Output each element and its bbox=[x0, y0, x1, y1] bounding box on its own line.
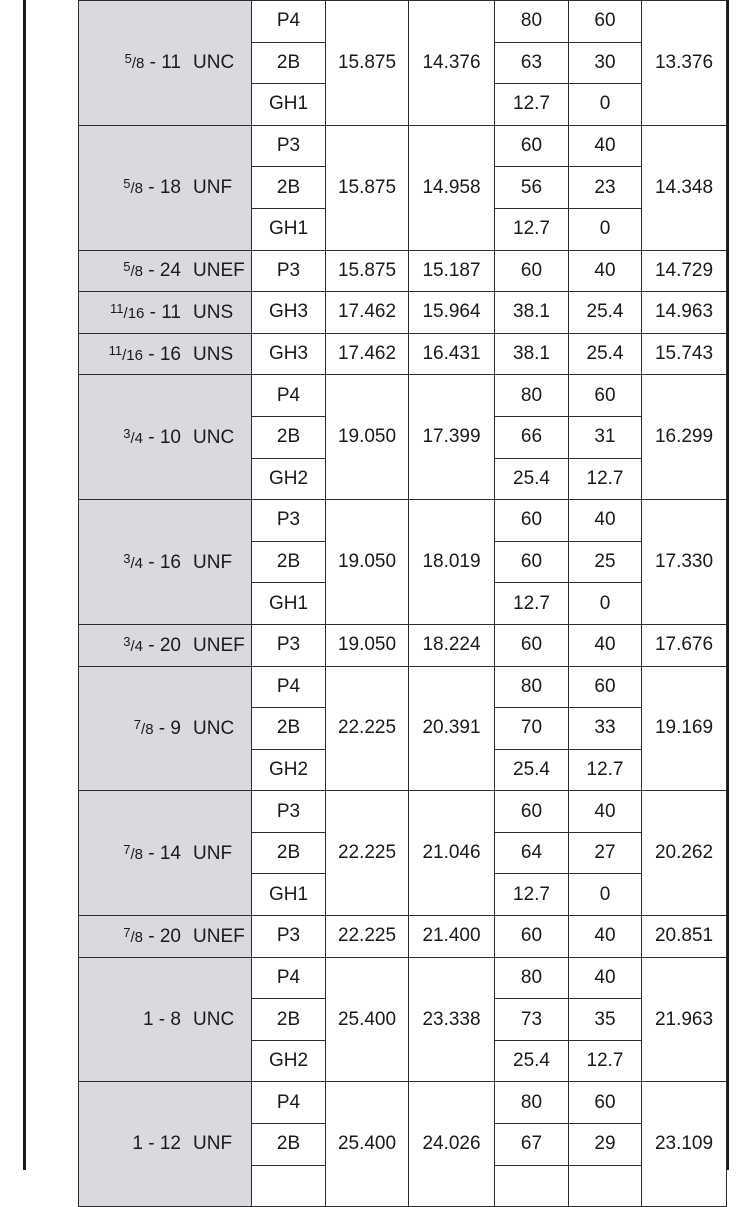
size-denominator: 16 bbox=[126, 346, 143, 364]
class-cell bbox=[252, 1165, 326, 1207]
value-a-cell: 67 bbox=[495, 1124, 569, 1166]
major-diameter-cell: 15.875 bbox=[326, 125, 409, 250]
size-dash: - bbox=[142, 925, 160, 947]
thread-size bbox=[79, 717, 181, 740]
thread-size bbox=[79, 176, 181, 199]
value-b-cell: 29 bbox=[569, 1124, 642, 1166]
value-a-cell: 25.4 bbox=[495, 458, 569, 500]
thread-size-cell bbox=[79, 1, 252, 126]
minor-diameter-cell: 15.743 bbox=[642, 333, 727, 375]
value-a-cell: 60 bbox=[495, 791, 569, 833]
threads-per-inch: 10 bbox=[159, 426, 181, 448]
class-cell: GH1 bbox=[252, 583, 326, 625]
value-a-cell: 12.7 bbox=[495, 84, 569, 126]
major-diameter-cell: 17.462 bbox=[326, 333, 409, 375]
size-dash: - bbox=[142, 1133, 160, 1155]
value-a-cell: 12.7 bbox=[495, 208, 569, 250]
value-a-cell: 73 bbox=[495, 999, 569, 1041]
value-a-cell: 56 bbox=[495, 167, 569, 209]
value-b-cell bbox=[569, 1165, 642, 1207]
value-b-cell: 0 bbox=[569, 874, 642, 916]
class-cell: 2B bbox=[252, 416, 326, 458]
size-denominator: 8 bbox=[136, 55, 145, 73]
size-whole: 1 bbox=[142, 1008, 154, 1030]
thread-series: UNC bbox=[193, 1008, 235, 1030]
thread-size-cell bbox=[79, 957, 252, 1082]
value-b-cell: 0 bbox=[569, 208, 642, 250]
size-dash: - bbox=[144, 52, 162, 74]
table-row bbox=[79, 1, 727, 43]
class-cell: GH2 bbox=[252, 749, 326, 791]
value-a-cell: 38.1 bbox=[495, 333, 569, 375]
value-a-cell: 64 bbox=[495, 832, 569, 874]
minor-diameter-cell: 19.169 bbox=[642, 666, 727, 791]
class-cell: P4 bbox=[252, 1082, 326, 1124]
size-slash: / bbox=[130, 263, 135, 281]
thread-series: UNF bbox=[193, 551, 233, 573]
major-diameter-cell: 15.875 bbox=[326, 250, 409, 292]
minor-diameter-cell: 13.376 bbox=[642, 1, 727, 126]
thread-size bbox=[79, 51, 181, 74]
table-row bbox=[79, 333, 727, 375]
value-a-cell: 25.4 bbox=[495, 749, 569, 791]
thread-size bbox=[79, 842, 181, 865]
value-b-cell: 40 bbox=[569, 791, 642, 833]
minor-diameter-cell: 14.729 bbox=[642, 250, 727, 292]
value-a-cell: 80 bbox=[495, 666, 569, 708]
table-row bbox=[79, 791, 727, 833]
value-b-cell: 31 bbox=[569, 416, 642, 458]
size-denominator: 8 bbox=[134, 263, 143, 281]
size-dash: - bbox=[142, 551, 160, 573]
value-b-cell: 40 bbox=[569, 916, 642, 958]
value-b-cell: 12.7 bbox=[569, 1040, 642, 1082]
size-numerator: 5 bbox=[124, 51, 132, 67]
size-denominator: 8 bbox=[134, 928, 143, 946]
value-a-cell: 80 bbox=[495, 957, 569, 999]
value-b-cell: 0 bbox=[569, 583, 642, 625]
pitch-diameter-cell: 14.376 bbox=[409, 1, 495, 126]
size-denominator: 4 bbox=[134, 429, 143, 447]
size-denominator: 8 bbox=[134, 180, 143, 198]
class-cell: GH2 bbox=[252, 458, 326, 500]
class-cell: GH1 bbox=[252, 208, 326, 250]
pitch-diameter-cell: 20.391 bbox=[409, 666, 495, 791]
thread-size bbox=[79, 426, 181, 449]
major-diameter-cell: 22.225 bbox=[326, 916, 409, 958]
size-denominator: 8 bbox=[145, 720, 154, 738]
size-numerator: 7 bbox=[133, 716, 142, 732]
size-slash: / bbox=[122, 346, 127, 364]
value-a-cell: 60 bbox=[495, 541, 569, 583]
major-diameter-cell: 19.050 bbox=[326, 500, 409, 625]
class-cell: GH2 bbox=[252, 1040, 326, 1082]
thread-size bbox=[79, 551, 181, 574]
value-b-cell: 40 bbox=[569, 624, 642, 666]
value-b-cell: 35 bbox=[569, 999, 642, 1041]
size-numerator: 3 bbox=[123, 425, 131, 441]
size-slash: / bbox=[141, 720, 146, 738]
size-denominator: 8 bbox=[134, 845, 143, 863]
value-b-cell: 23 bbox=[569, 167, 642, 209]
class-cell: P3 bbox=[252, 791, 326, 833]
class-cell: P4 bbox=[252, 666, 326, 708]
major-diameter-cell: 19.050 bbox=[326, 375, 409, 500]
class-cell: 2B bbox=[252, 541, 326, 583]
size-slash: / bbox=[130, 429, 135, 447]
pitch-diameter-cell: 14.958 bbox=[409, 125, 495, 250]
value-a-cell: 60 bbox=[495, 916, 569, 958]
size-denominator: 4 bbox=[134, 637, 143, 655]
thread-size-cell bbox=[79, 292, 252, 334]
pitch-diameter-cell: 21.046 bbox=[409, 791, 495, 916]
size-dash: - bbox=[142, 426, 160, 448]
threads-per-inch: 8 bbox=[170, 1008, 181, 1030]
value-b-cell: 12.7 bbox=[569, 749, 642, 791]
class-cell: 2B bbox=[252, 1124, 326, 1166]
size-slash: / bbox=[130, 180, 135, 198]
minor-diameter-cell: 17.330 bbox=[642, 500, 727, 625]
thread-series: UNS bbox=[193, 301, 234, 323]
major-diameter-cell: 17.462 bbox=[326, 292, 409, 334]
threads-per-inch: 12 bbox=[159, 1133, 181, 1155]
class-cell: GH3 bbox=[252, 333, 326, 375]
threads-per-inch: 16 bbox=[159, 343, 181, 365]
size-numerator: 3 bbox=[123, 633, 131, 649]
pitch-diameter-cell: 18.019 bbox=[409, 500, 495, 625]
minor-diameter-cell: 23.109 bbox=[642, 1082, 727, 1207]
value-b-cell: 60 bbox=[569, 1082, 642, 1124]
thread-size-cell bbox=[79, 1082, 252, 1207]
thread-size-cell bbox=[79, 125, 252, 250]
size-slash: / bbox=[123, 304, 128, 322]
class-cell: GH3 bbox=[252, 292, 326, 334]
class-cell: 2B bbox=[252, 42, 326, 84]
value-a-cell: 60 bbox=[495, 125, 569, 167]
size-slash: / bbox=[131, 55, 137, 73]
major-diameter-cell: 15.875 bbox=[326, 1, 409, 126]
class-cell: P3 bbox=[252, 916, 326, 958]
size-whole: 1 bbox=[132, 1133, 143, 1155]
size-dash: - bbox=[144, 301, 162, 323]
table-row bbox=[79, 916, 727, 958]
class-cell: P4 bbox=[252, 375, 326, 417]
table-row bbox=[79, 292, 727, 334]
threads-per-inch: 20 bbox=[159, 925, 181, 947]
value-b-cell: 60 bbox=[569, 375, 642, 417]
thread-size-cell bbox=[79, 250, 252, 292]
size-slash: / bbox=[130, 554, 135, 572]
thread-series: UNS bbox=[193, 343, 234, 365]
value-b-cell: 40 bbox=[569, 250, 642, 292]
value-a-cell: 66 bbox=[495, 416, 569, 458]
class-cell: GH1 bbox=[252, 874, 326, 916]
thread-size-cell bbox=[79, 666, 252, 791]
class-cell: P3 bbox=[252, 250, 326, 292]
pitch-diameter-cell: 15.964 bbox=[409, 292, 495, 334]
minor-diameter-cell: 20.262 bbox=[642, 791, 727, 916]
thread-series: UNF bbox=[193, 1133, 233, 1155]
table-row bbox=[79, 666, 727, 708]
thread-spec-body bbox=[79, 1, 727, 1207]
value-b-cell: 25 bbox=[569, 541, 642, 583]
size-numerator: 11 bbox=[108, 342, 123, 358]
size-dash: - bbox=[142, 343, 160, 365]
value-a-cell: 70 bbox=[495, 708, 569, 750]
thread-spec-table bbox=[78, 0, 727, 1207]
thread-size-cell bbox=[79, 624, 252, 666]
size-dash: - bbox=[142, 177, 160, 199]
size-slash: / bbox=[130, 637, 135, 655]
class-cell: P4 bbox=[252, 957, 326, 999]
thread-size bbox=[79, 343, 181, 366]
pitch-diameter-cell: 15.187 bbox=[409, 250, 495, 292]
class-cell: GH1 bbox=[252, 84, 326, 126]
thread-size bbox=[79, 925, 181, 948]
value-a-cell: 80 bbox=[495, 1082, 569, 1124]
value-a-cell: 60 bbox=[495, 250, 569, 292]
thread-size bbox=[79, 1009, 181, 1031]
minor-diameter-cell: 16.299 bbox=[642, 375, 727, 500]
value-b-cell: 60 bbox=[569, 1, 642, 43]
size-dash: - bbox=[142, 260, 160, 282]
thread-size bbox=[79, 634, 181, 657]
threads-per-inch: 20 bbox=[159, 634, 181, 656]
size-dash: - bbox=[142, 842, 160, 864]
class-cell: 2B bbox=[252, 167, 326, 209]
major-diameter-cell: 22.225 bbox=[326, 666, 409, 791]
minor-diameter-cell: 21.963 bbox=[642, 957, 727, 1082]
size-dash: - bbox=[153, 1008, 171, 1030]
value-a-cell bbox=[495, 1165, 569, 1207]
thread-size-cell bbox=[79, 333, 252, 375]
size-denominator: 16 bbox=[127, 304, 145, 322]
thread-size-cell bbox=[79, 791, 252, 916]
table-row bbox=[79, 500, 727, 542]
table-row bbox=[79, 375, 727, 417]
minor-diameter-cell: 17.676 bbox=[642, 624, 727, 666]
pitch-diameter-cell: 18.224 bbox=[409, 624, 495, 666]
size-slash: / bbox=[130, 845, 135, 863]
major-diameter-cell: 19.050 bbox=[326, 624, 409, 666]
thread-series: UNC bbox=[193, 717, 235, 739]
thread-series: UNEF bbox=[193, 634, 245, 656]
value-a-cell: 60 bbox=[495, 624, 569, 666]
value-b-cell: 0 bbox=[569, 84, 642, 126]
table-row bbox=[79, 1082, 727, 1124]
size-slash: / bbox=[130, 928, 135, 946]
thread-series: UNC bbox=[193, 52, 235, 74]
value-b-cell: 40 bbox=[569, 957, 642, 999]
value-a-cell: 63 bbox=[495, 42, 569, 84]
class-cell: P3 bbox=[252, 624, 326, 666]
thread-series: UNF bbox=[193, 177, 233, 199]
minor-diameter-cell: 20.851 bbox=[642, 916, 727, 958]
class-cell: P3 bbox=[252, 500, 326, 542]
threads-per-inch: 24 bbox=[159, 260, 181, 282]
size-numerator: 7 bbox=[123, 924, 131, 940]
minor-diameter-cell: 14.963 bbox=[642, 292, 727, 334]
value-b-cell: 33 bbox=[569, 708, 642, 750]
threads-per-inch: 16 bbox=[159, 551, 181, 573]
value-b-cell: 40 bbox=[569, 500, 642, 542]
value-b-cell: 40 bbox=[569, 125, 642, 167]
table-row bbox=[79, 624, 727, 666]
thread-size-cell bbox=[79, 500, 252, 625]
size-dash: - bbox=[142, 634, 160, 656]
value-b-cell: 25.4 bbox=[569, 333, 642, 375]
size-dash: - bbox=[153, 717, 171, 739]
size-numerator: 7 bbox=[123, 841, 131, 857]
table-row bbox=[79, 125, 727, 167]
value-a-cell: 12.7 bbox=[495, 874, 569, 916]
thread-series: UNC bbox=[193, 426, 235, 448]
size-numerator: 5 bbox=[123, 176, 131, 192]
class-cell: 2B bbox=[252, 832, 326, 874]
size-numerator: 3 bbox=[123, 550, 131, 566]
size-numerator: 5 bbox=[123, 259, 131, 275]
thread-series: UNEF bbox=[193, 260, 245, 282]
thread-size bbox=[79, 259, 181, 282]
thread-size-cell bbox=[79, 916, 252, 958]
threads-per-inch: 11 bbox=[161, 301, 181, 323]
thread-size bbox=[79, 301, 181, 324]
pitch-diameter-cell: 24.026 bbox=[409, 1082, 495, 1207]
pitch-diameter-cell: 21.400 bbox=[409, 916, 495, 958]
table-row bbox=[79, 957, 727, 999]
table-row bbox=[79, 250, 727, 292]
value-b-cell: 60 bbox=[569, 666, 642, 708]
threads-per-inch: 9 bbox=[170, 717, 181, 739]
thread-series: UNEF bbox=[193, 925, 245, 947]
major-diameter-cell: 25.400 bbox=[326, 957, 409, 1082]
table-left-border bbox=[23, 0, 26, 1170]
value-a-cell: 60 bbox=[495, 500, 569, 542]
value-b-cell: 30 bbox=[569, 42, 642, 84]
size-numerator: 11 bbox=[110, 300, 124, 316]
threads-per-inch: 14 bbox=[159, 842, 181, 864]
pitch-diameter-cell: 17.399 bbox=[409, 375, 495, 500]
class-cell: 2B bbox=[252, 999, 326, 1041]
class-cell: P3 bbox=[252, 125, 326, 167]
major-diameter-cell: 25.400 bbox=[326, 1082, 409, 1207]
value-a-cell: 38.1 bbox=[495, 292, 569, 334]
value-b-cell: 27 bbox=[569, 832, 642, 874]
size-denominator: 4 bbox=[134, 554, 143, 572]
minor-diameter-cell: 14.348 bbox=[642, 125, 727, 250]
thread-size-cell bbox=[79, 375, 252, 500]
thread-series: UNF bbox=[193, 842, 233, 864]
pitch-diameter-cell: 16.431 bbox=[409, 333, 495, 375]
value-a-cell: 80 bbox=[495, 1, 569, 43]
value-b-cell: 12.7 bbox=[569, 458, 642, 500]
major-diameter-cell: 22.225 bbox=[326, 791, 409, 916]
value-a-cell: 25.4 bbox=[495, 1040, 569, 1082]
value-a-cell: 12.7 bbox=[495, 583, 569, 625]
class-cell: 2B bbox=[252, 708, 326, 750]
pitch-diameter-cell: 23.338 bbox=[409, 957, 495, 1082]
thread-size bbox=[79, 1133, 181, 1155]
value-a-cell: 80 bbox=[495, 375, 569, 417]
class-cell: P4 bbox=[252, 1, 326, 43]
threads-per-inch: 11 bbox=[161, 52, 181, 74]
value-b-cell: 25.4 bbox=[569, 292, 642, 334]
threads-per-inch: 18 bbox=[159, 177, 181, 199]
